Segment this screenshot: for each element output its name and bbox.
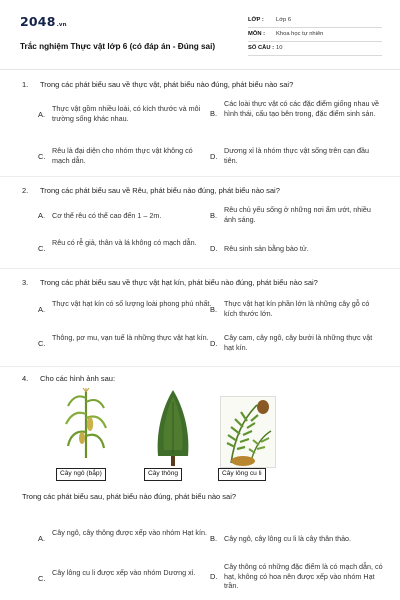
question-text: Trong các phát biểu sau về thực vật hạt kín, phát biểu nào đúng, phát biểu nào sai? [40,278,318,287]
image-caption-fern: Cây lông cu li [218,468,266,481]
question-text: Trong các phát biểu sau về thực vật, phát biểu nào đúng, phát biểu nào sai? [40,80,294,89]
option-letter: C. [38,244,46,253]
option-text: Rêu có rễ giả, thân và lá không có mạch dẫn. [52,238,197,247]
option-letter: C. [38,339,46,348]
option-text: Cây cam, cây ngô, cây bưởi là những thực vật hạt kín. [224,333,373,352]
option-text: Rêu chủ yếu sống ở những nơi ẩm ướt, nhiều ánh sáng. [224,205,371,224]
meta-key: MÔN : [248,31,266,37]
meta-value: Khoa học tự nhiên [276,31,324,37]
page-header [20,10,382,64]
image-caption-pine: Cây thông [144,468,182,481]
question-header [22,278,318,288]
option-letter: C. [38,152,46,161]
question-divider [0,366,400,367]
question-number: 1. [22,80,29,89]
question-text: Trong các phát biểu sau về Rêu, phát biểu nào đúng, phát biểu nào sai? [40,186,280,195]
option-letter: C. [38,574,46,583]
question-text: Cho các hình ảnh sau: [40,374,116,383]
meta-value: 10 [276,45,283,51]
option-text: Cây thông có những đặc điểm là có mạch dẫn, có hạt, không có hoa nên được xếp vào nhóm Hạt trần. [224,562,383,591]
option-letter: D. [210,244,218,253]
meta-row-subject [248,28,382,42]
question-header [22,374,115,384]
option-text: Cây ngô, cây lông cu li là cây thân thảo. [224,534,352,543]
option-text: Thực vật hạt kín có số lượng loài phong phú nhất. [52,299,212,308]
pine-tree-icon [148,388,198,466]
question-header [22,186,280,196]
image-corn [56,388,116,472]
option-text: Thực vật gồm nhiều loài, có kích thước và môi trường sống khác nhau. [52,104,201,123]
question-divider [0,176,400,177]
image-fern [220,396,276,468]
site-logo[interactable] [20,14,67,31]
fern-plant-icon [221,397,275,467]
meta-key: LỚP : [248,17,264,23]
image-caption-corn: Cây ngô (bắp) [56,468,106,481]
meta-row-count [248,42,382,56]
meta-value: Lớp 6 [276,17,292,23]
question-number: 3. [22,278,29,287]
question-header [22,80,293,90]
option-letter: D. [210,152,218,161]
option-text: Cây ngô, cây thông được xếp vào nhóm Hạt kín. [52,528,207,537]
option-letter: A. [38,305,46,314]
option-text: Rêu sinh sản bằng bào tử. [224,244,309,253]
option-text: Dương xỉ là nhóm thực vật sống trên cạn đầu tiên. [224,146,369,165]
question-number: 4. [22,374,29,383]
option-letter: B. [210,305,218,314]
option-text: Thực vật hạt kín phần lớn là những cây gỗ có kích thước lớn. [224,299,370,318]
option-text: Rêu là đại diện cho nhóm thực vật không có mạch dẫn. [52,146,193,165]
option-letter: A. [38,211,46,220]
option-letter: D. [210,339,218,348]
option-text: Cơ thể rêu có thể cao đến 1 – 2m. [52,211,162,220]
image-pine [148,388,198,472]
option-text: Các loài thực vật có các đặc điểm giống nhau về hình thái, cấu tạo bên trong, đặc điểm sinh sản. [224,99,380,118]
logo-main: 2048 [20,14,56,29]
question-number: 2. [22,186,29,195]
header-divider [0,69,400,70]
option-text: Cây lông cu li được xếp vào nhóm Dương xỉ. [52,568,196,577]
option-letter: B. [210,109,218,118]
question-divider [0,268,400,269]
corn-plant-icon [56,388,116,458]
option-letter: B. [210,211,218,220]
meta-row-grade [248,14,382,28]
meta-table [248,14,382,56]
option-letter: A. [38,110,46,119]
option-text: Thông, pơ mu, vạn tuế là những thực vật hạt kín. [52,333,209,342]
option-letter: A. [38,534,46,543]
option-letter: D. [210,572,218,581]
page-title: Trắc nghiệm Thực vật lớp 6 (có đáp án - Đúng sai) [20,42,216,51]
question-subtext: Trong các phát biểu sau, phát biểu nào đúng, phát biểu nào sai? [22,492,237,501]
logo-suffix: .vn [56,22,67,28]
option-letter: B. [210,534,218,543]
meta-key: SỐ CÂU : [248,45,275,51]
